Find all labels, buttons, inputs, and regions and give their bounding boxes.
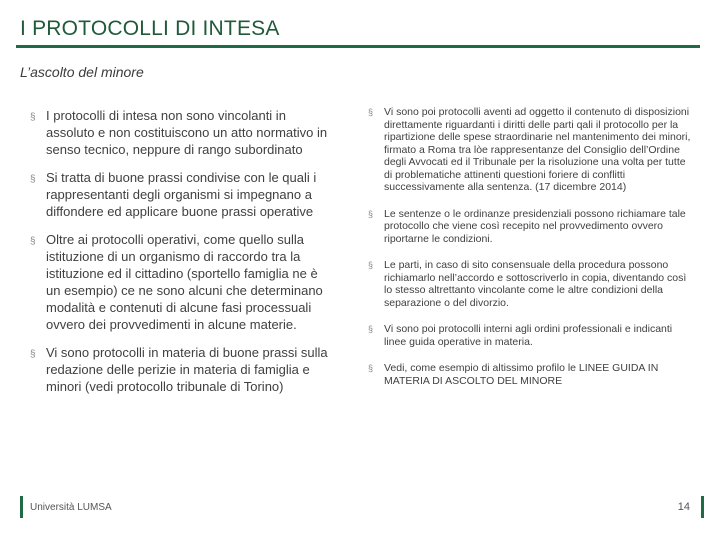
list-item-text: Vedi, come esempio di altissimo profilo le LINEE GUIDA IN MATERIA DI ASCOLTO DEL MINORE — [384, 362, 659, 387]
list-item-text: Si tratta di buone prassi condivise con le quali i rappresentanti degli organismi si impegnano a diffondere ed applicare buone prassi operative — [46, 170, 317, 219]
footer-institution: Università LUMSA — [30, 502, 112, 513]
list-item — [368, 106, 696, 194]
bullet-icon: § — [368, 260, 374, 270]
list-item — [30, 169, 330, 220]
bullet-icon: § — [368, 324, 374, 334]
list-item — [368, 208, 696, 246]
bullet-icon: § — [30, 236, 36, 247]
bullet-icon: § — [30, 349, 36, 360]
left-bullet-list — [30, 107, 330, 395]
footer-accent-left — [20, 496, 23, 518]
bullet-icon: § — [30, 112, 36, 123]
list-item — [368, 259, 696, 309]
list-item — [30, 344, 330, 395]
list-item-text: I protocolli di intesa non sono vincolanti in assoluto e non costituiscono un atto normativo in senso tecnico, neppure di rango subordinato — [46, 108, 328, 157]
title-divider — [16, 45, 700, 48]
slide-title: I PROTOCOLLI DI INTESA — [20, 17, 280, 40]
right-column — [368, 106, 696, 401]
list-item-text: Le parti, in caso di sito consensuale della procedura possono richiamarlo nell’accordo e sottoscriverlo in copia, diventando così lo stesso altrettanto vincolante come le altre condizioni della separazione o del divorzio. — [384, 259, 687, 309]
list-item-text: Vi sono poi protocolli aventi ad oggetto il contenuto di disposizioni direttamente riguardanti i diritti delle parti qali il protocollo per la ripartizione delle spese straordinarie nel mantenimento dei minori, firmato a Roma tra lòe rappresentanze del Consiglio dell’Ordine degli Avvocati ed il Tribunale per la risoluzione una volta per tutte di problematiche attinenti questioni foriere di conflitti successivamente alla sentenza. (17 dicembre 2014) — [384, 106, 691, 193]
page-number: 14 — [677, 501, 690, 513]
list-item-text: Vi sono poi protocolli interni agli ordini professionali e indicanti linee guida operative in materia. — [384, 323, 673, 348]
list-item-text: Le sentenze o le ordinanze presidenziali possono richiamare tale protocollo che viene così recepito nel provvedimento ovvero riportarne le condizioni. — [384, 207, 686, 245]
list-item — [30, 231, 330, 333]
list-item-text: Oltre ai protocolli operativi, come quello sulla istituzione di un organismo di raccordo tra la istituzione ed il cittadino (sportello famiglia ne è un esempio) ce ne sono alcuni che determinano modalità e contenuti di alcune fasi processuali ovvero dei provvedimenti in alcune materie. — [46, 232, 323, 332]
list-item — [368, 362, 696, 387]
footer-accent-right — [701, 496, 704, 518]
list-item-text: Vi sono protocolli in materia di buone prassi sulla redazione delle perizie in materia di famiglia e minori (vedi protocollo tribunale di Torino) — [46, 345, 328, 394]
bullet-icon: § — [368, 363, 374, 373]
bullet-icon: § — [368, 107, 374, 117]
list-item — [368, 323, 696, 348]
bullet-icon: § — [30, 174, 36, 185]
slide-subtitle: L’ascolto del minore — [20, 64, 144, 80]
list-item — [30, 107, 330, 158]
left-column — [30, 107, 330, 406]
bullet-icon: § — [368, 208, 374, 219]
right-bullet-list — [368, 106, 696, 387]
